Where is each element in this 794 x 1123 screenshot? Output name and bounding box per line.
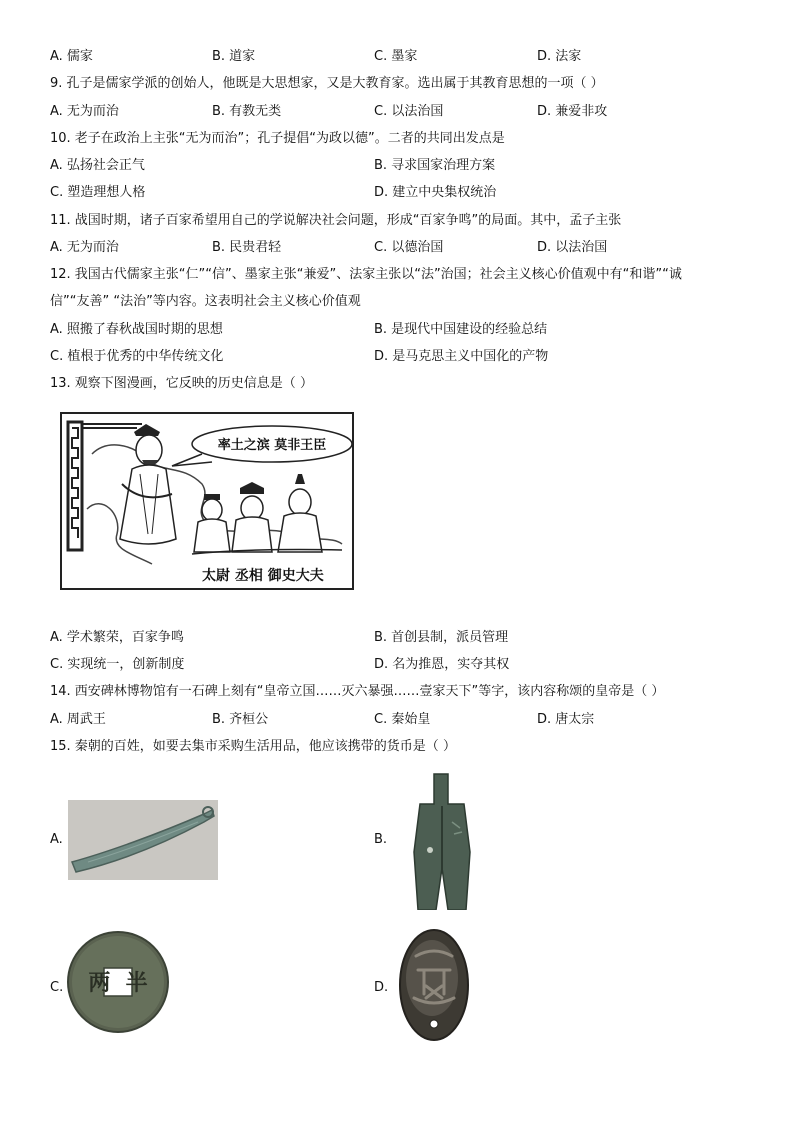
q15-option-b-label[interactable]: B. bbox=[374, 832, 388, 847]
q12-option-d[interactable]: D. 是马克思主义中国化的产物 bbox=[374, 349, 549, 364]
q12-option-c[interactable]: C. 植根于优秀的中华传统文化 bbox=[50, 349, 224, 364]
q10-option-b[interactable]: B. 寻求国家治理方案 bbox=[374, 158, 496, 173]
q13-stem: 13. 观察下图漫画，它反映的历史信息是（ ） bbox=[50, 376, 313, 391]
q12-option-a[interactable]: A. 照搬了春秋战国时期的思想 bbox=[50, 322, 223, 337]
coin-c-inscription: 两 半 bbox=[88, 970, 148, 996]
q9-option-d[interactable]: D. 兼爱非攻 bbox=[537, 104, 608, 119]
q11-option-d[interactable]: D. 以法治国 bbox=[537, 240, 608, 255]
q13-option-a[interactable]: A. 学术繁荣，百家争鸣 bbox=[50, 630, 184, 645]
q13-cartoon bbox=[60, 412, 354, 590]
q11-option-b[interactable]: B. 民贵君轻 bbox=[212, 240, 282, 255]
q8-option-a[interactable]: A. 儒家 bbox=[50, 49, 93, 64]
q10-option-d[interactable]: D. 建立中央集权统治 bbox=[374, 185, 497, 200]
spade-coin-image[interactable] bbox=[398, 770, 486, 910]
q15-option-c-label[interactable]: C. bbox=[50, 980, 64, 995]
q8-option-b[interactable]: B. 道家 bbox=[212, 49, 256, 64]
q14-option-c[interactable]: C. 秦始皇 bbox=[374, 712, 431, 727]
q8-option-c[interactable]: C. 墨家 bbox=[374, 49, 418, 64]
officials-figures bbox=[192, 474, 342, 554]
q14-stem: 14. 西安碑林博物馆有一石碑上刻有“皇帝立国……灭六暴强……壹家天下”等字，该内容称颂的皇帝是（ ） bbox=[50, 684, 665, 699]
q12-option-b[interactable]: B. 是现代中国建设的经验总结 bbox=[374, 322, 548, 337]
q10-option-c[interactable]: C. 塑造理想人格 bbox=[50, 185, 146, 200]
q13-option-b[interactable]: B. 首创县制，派员管理 bbox=[374, 630, 509, 645]
cartoon-drawing bbox=[62, 414, 352, 588]
bubble-text: 率土之滨 莫非王臣 bbox=[217, 438, 327, 453]
q9-option-a[interactable]: A. 无为而治 bbox=[50, 104, 119, 119]
q15-option-a-label[interactable]: A. bbox=[50, 832, 63, 847]
knife-coin-image[interactable] bbox=[68, 800, 218, 880]
ant-nose-coin-image[interactable] bbox=[396, 926, 472, 1044]
q13-option-d[interactable]: D. 名为推恩，实夺其权 bbox=[374, 657, 510, 672]
q11-option-c[interactable]: C. 以德治国 bbox=[374, 240, 444, 255]
q10-stem: 10. 老子在政治上主张“无为而治”；孔子提倡“为政以德”。二者的共同出发点是 bbox=[50, 131, 505, 146]
q12-stem-line2: 信”“友善” “法治”等内容。这表明社会主义核心价值观 bbox=[50, 294, 361, 309]
q9-stem: 9. 孔子是儒家学派的创始人，他既是大思想家，又是大教育家。选出属于其教育思想的一项（ ） bbox=[50, 76, 604, 91]
q14-option-a[interactable]: A. 周武王 bbox=[50, 712, 106, 727]
ban-liang-coin-image[interactable] bbox=[64, 928, 172, 1036]
q15-option-d-label[interactable]: D. bbox=[374, 980, 389, 995]
cartoon-caption: 太尉 丞相 御史大夫 bbox=[202, 568, 324, 584]
q14-option-d[interactable]: D. 唐太宗 bbox=[537, 712, 595, 727]
q13-option-c[interactable]: C. 实现统一，创新制度 bbox=[50, 657, 185, 672]
q8-option-d[interactable]: D. 法家 bbox=[537, 49, 582, 64]
q14-option-b[interactable]: B. 齐桓公 bbox=[212, 712, 269, 727]
q11-option-a[interactable]: A. 无为而治 bbox=[50, 240, 119, 255]
q11-stem: 11. 战国时期，诸子百家希望用自己的学说解决社会问题，形成“百家争鸣”的局面。其中，孟子主张 bbox=[50, 213, 622, 228]
q9-option-b[interactable]: B. 有教无类 bbox=[212, 104, 282, 119]
q9-option-c[interactable]: C. 以法治国 bbox=[374, 104, 444, 119]
q12-stem-line1: 12. 我国古代儒家主张“仁”“信”、墨家主张“兼爱”、法家主张以“法”治国；社会主义核心价值观中有“和谐”“诚 bbox=[50, 267, 682, 282]
q10-option-a[interactable]: A. 弘扬社会正气 bbox=[50, 158, 145, 173]
speech-bubble bbox=[172, 426, 352, 466]
q15-stem: 15. 秦朝的百姓，如要去集市采购生活用品，他应该携带的货币是（ ） bbox=[50, 739, 456, 754]
emperor-figure bbox=[120, 424, 176, 544]
